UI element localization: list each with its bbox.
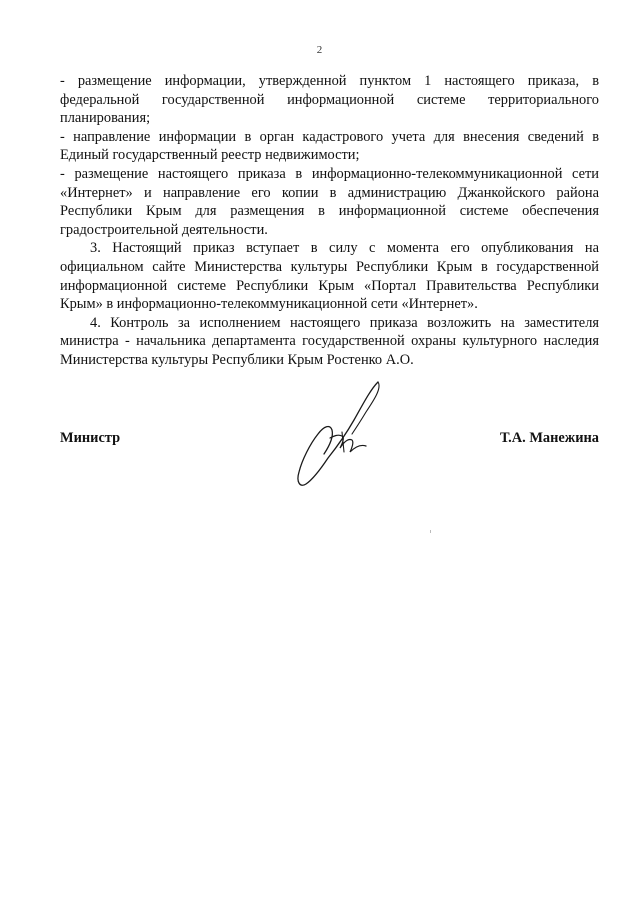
paragraph-internet-publication: - размещение настоящего приказа в информационно-телекоммуникационной сети «Интернет» и направление его копии в администрацию Джанкойского района Республики Крым для размещения в информационной системе обеспечения градостроительной деятельности. xyxy=(60,165,599,238)
signature-block xyxy=(60,430,599,450)
scan-speck xyxy=(430,530,431,533)
page-number: 2 xyxy=(316,44,323,56)
paragraph-publish-fgis: - размещение информации, утвержденной пунктом 1 настоящего приказа, в федеральной государственной информационной системе территориального планирования; xyxy=(60,73,599,127)
paragraph-entry-into-force: 3. Настоящий приказ вступает в силу с момента его опубликования на официальном сайте Министерства культуры Республики Крым в государственной информационной системе Республики Крым «Портал Правительства Республики Крым» в информационно-телекоммуникационной сети «Интернет». xyxy=(60,240,599,313)
paragraph-cadastral: - направление информации в орган кадастрового учета для внесения сведений в Единый государственный реестр недвижимости; xyxy=(60,128,599,164)
signer-name: Т.А. Манежина xyxy=(499,430,599,446)
order-body xyxy=(60,72,599,370)
paragraph-control: 4. Контроль за исполнением настоящего приказа возложить на заместителя министра - начальника департамента государственной охраны культурного наследия Министерства культуры Республики Крым Ростенко А.О. xyxy=(60,314,599,368)
signer-title: Министр xyxy=(60,430,121,446)
